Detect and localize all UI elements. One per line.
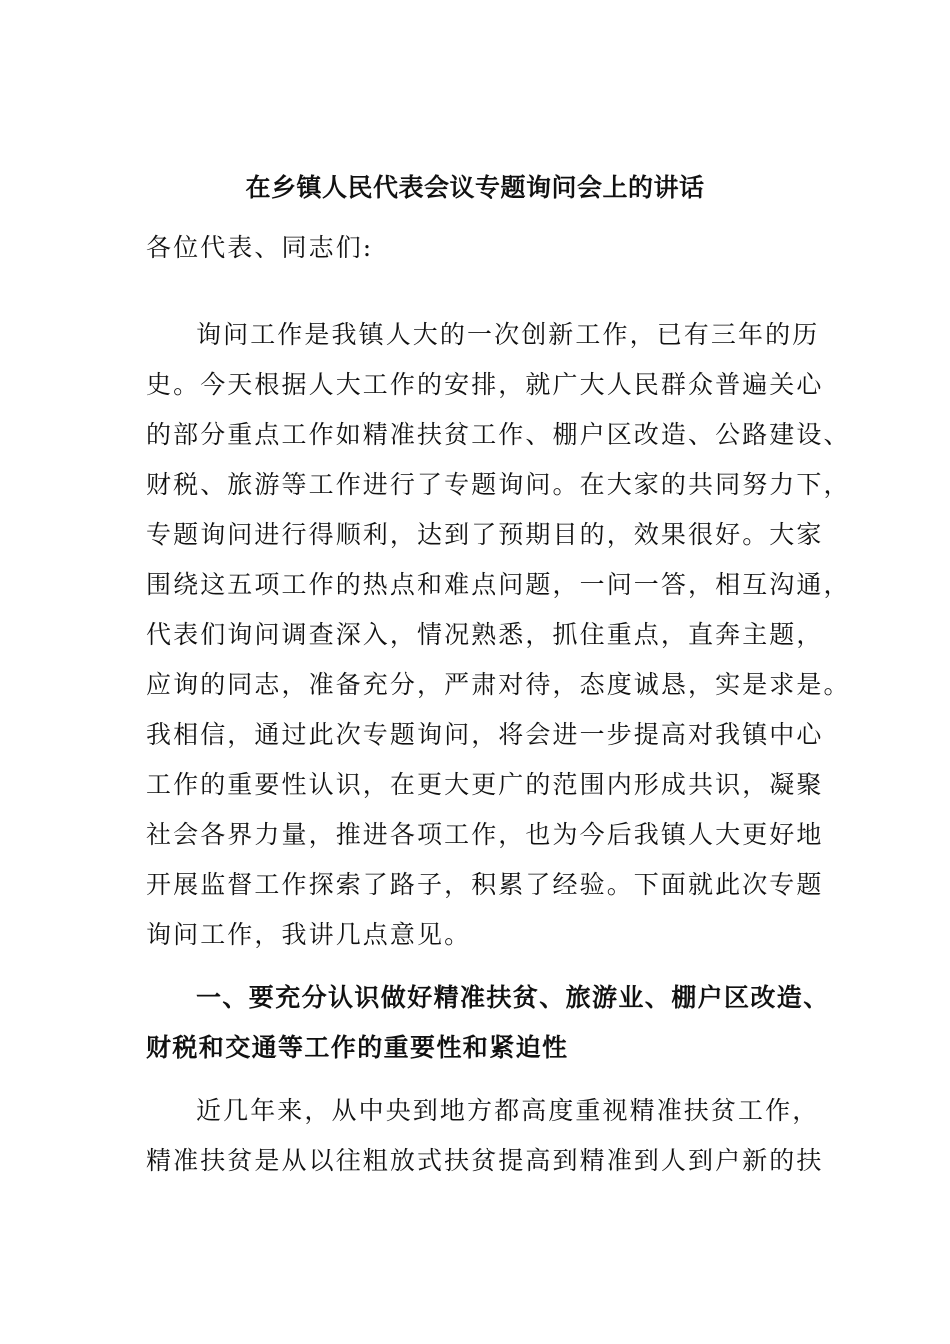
- paragraph-line: 围绕这五项工作的热点和难点问题，一问一答，相互沟通，: [146, 570, 851, 599]
- paragraph-line: 询问工作是我镇人大的一次创新工作，已有三年的历: [196, 320, 820, 349]
- paragraph-line: 的部分重点工作如精准扶贫工作、棚户区改造、公路建设、: [146, 420, 851, 449]
- section-heading-line: 一、要充分认识做好精准扶贫、旅游业、棚户区改造、: [196, 983, 830, 1012]
- paragraph-line: 代表们询问调查深入，情况熟悉，抓住重点，直奔主题，: [146, 620, 824, 649]
- paragraph-line: 精准扶贫是从以往粗放式扶贫提高到精准到人到户新的扶: [146, 1146, 824, 1175]
- paragraph-line: 专题询问进行得顺利，达到了预期目的，效果很好。大家: [146, 520, 824, 549]
- paragraph-line: 开展监督工作探索了路子，积累了经验。下面就此次专题: [146, 870, 824, 899]
- document-title: 在乡镇人民代表会议专题询问会上的讲话: [245, 173, 705, 202]
- salutation: 各位代表、同志们:: [146, 233, 374, 262]
- paragraph-line: 询问工作，我讲几点意见。: [146, 920, 472, 949]
- paragraph-line: 近几年来，从中央到地方都高度重视精准扶贫工作，: [196, 1096, 820, 1125]
- paragraph-line: 工作的重要性认识，在更大更广的范围内形成共识，凝聚: [146, 770, 824, 799]
- paragraph-line: 我相信，通过此次专题询问，将会进一步提高对我镇中心: [146, 720, 824, 749]
- paragraph-line: 史。今天根据人大工作的安排，就广大人民群众普遍关心: [146, 370, 824, 399]
- paragraph-line: 应询的同志，准备充分，严肃对待，态度诚恳，实是求是。: [146, 670, 851, 699]
- paragraph-line: 财税、旅游等工作进行了专题询问。在大家的共同努力下，: [146, 470, 851, 499]
- paragraph-line: 社会各界力量，推进各项工作，也为今后我镇人大更好地: [146, 820, 824, 849]
- section-heading-line: 财税和交通等工作的重要性和紧迫性: [146, 1033, 569, 1062]
